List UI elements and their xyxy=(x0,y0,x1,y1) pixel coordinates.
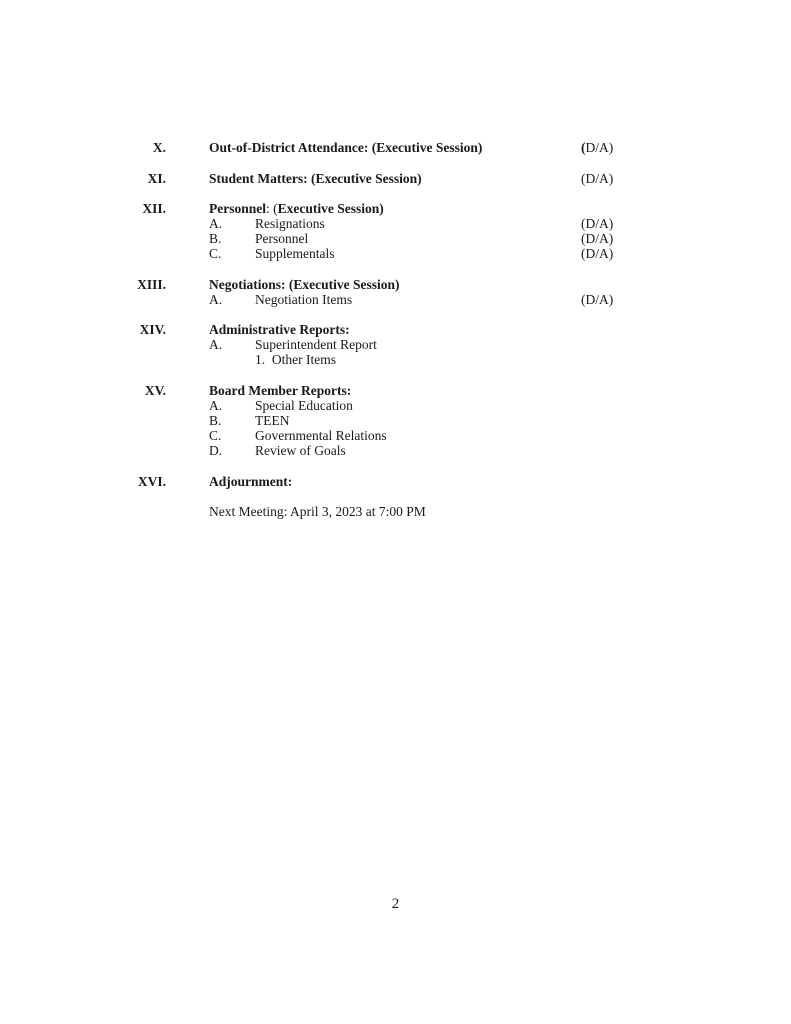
section-numeral: XI. xyxy=(147,171,166,186)
page-number: 2 xyxy=(391,896,400,912)
section-title: Administrative Reports: xyxy=(209,322,350,337)
item-letter: B. xyxy=(209,231,222,246)
agenda-section-xii xyxy=(0,201,791,217)
agenda-section-x xyxy=(0,140,791,156)
agenda-item xyxy=(0,413,791,429)
item-label: Review of Goals xyxy=(255,443,346,458)
agenda-section-xv xyxy=(0,383,791,399)
item-letter: C. xyxy=(209,246,222,261)
next-meeting-note: Next Meeting: April 3, 2023 at 7:00 PM xyxy=(209,504,426,519)
agenda-item xyxy=(0,292,791,308)
section-title: Adjournment: xyxy=(209,474,293,489)
action-code xyxy=(581,140,613,156)
item-letter: D. xyxy=(209,443,223,458)
next-meeting-note-row xyxy=(0,504,791,520)
section-title-colon: : ( xyxy=(266,201,278,216)
item-label: Governmental Relations xyxy=(255,428,387,443)
agenda-item xyxy=(0,216,791,232)
section-numeral: XVI. xyxy=(137,474,166,489)
section-numeral: XV. xyxy=(144,383,166,398)
agenda-section-xiii xyxy=(0,277,791,293)
action-code-rest: D/A) xyxy=(585,140,614,155)
agenda-item xyxy=(0,337,791,353)
action-code: (D/A) xyxy=(581,246,614,261)
action-code: (D/A) xyxy=(581,216,614,231)
section-title: Out-of-District Attendance: (Executive Session) xyxy=(209,140,483,155)
item-letter: A. xyxy=(209,292,223,307)
agenda-item xyxy=(0,428,791,444)
item-letter: C. xyxy=(209,428,222,443)
agenda-subitem xyxy=(0,352,791,368)
section-title: Negotiations: (Executive Session) xyxy=(209,277,400,292)
section-title-rest: Executive Session) xyxy=(277,201,384,216)
section-numeral: X. xyxy=(152,140,166,155)
section-numeral: XII. xyxy=(142,201,166,216)
agenda-item xyxy=(0,231,791,247)
agenda-section-xvi xyxy=(0,474,791,490)
agenda-item xyxy=(0,246,791,262)
item-letter: A. xyxy=(209,398,223,413)
action-code: (D/A) xyxy=(581,231,614,246)
section-title: Board Member Reports: xyxy=(209,383,352,398)
item-letter: A. xyxy=(209,216,223,231)
section-numeral: XIV. xyxy=(139,322,166,337)
item-label: Resignations xyxy=(255,216,325,231)
agenda-section-xiv xyxy=(0,322,791,338)
item-label: TEEN xyxy=(255,413,290,428)
subitem-label: 1. Other Items xyxy=(255,352,336,367)
item-label: Personnel xyxy=(255,231,309,246)
agenda-item xyxy=(0,398,791,414)
section-title: Student Matters: (Executive Session) xyxy=(209,171,422,186)
item-label: Superintendent Report xyxy=(255,337,377,352)
section-numeral: XIII. xyxy=(137,277,166,292)
agenda-section-xi xyxy=(0,171,791,187)
action-code: (D/A) xyxy=(581,171,614,186)
item-letter: A. xyxy=(209,337,223,352)
item-label: Supplementals xyxy=(255,246,335,261)
action-code: (D/A) xyxy=(581,292,614,307)
item-label: Special Education xyxy=(255,398,353,413)
item-label: Negotiation Items xyxy=(255,292,353,307)
agenda-item xyxy=(0,443,791,459)
action-code-paren: ( xyxy=(581,140,586,155)
item-letter: B. xyxy=(209,413,222,428)
section-title-main: Personnel xyxy=(209,201,266,216)
section-title xyxy=(209,201,384,217)
